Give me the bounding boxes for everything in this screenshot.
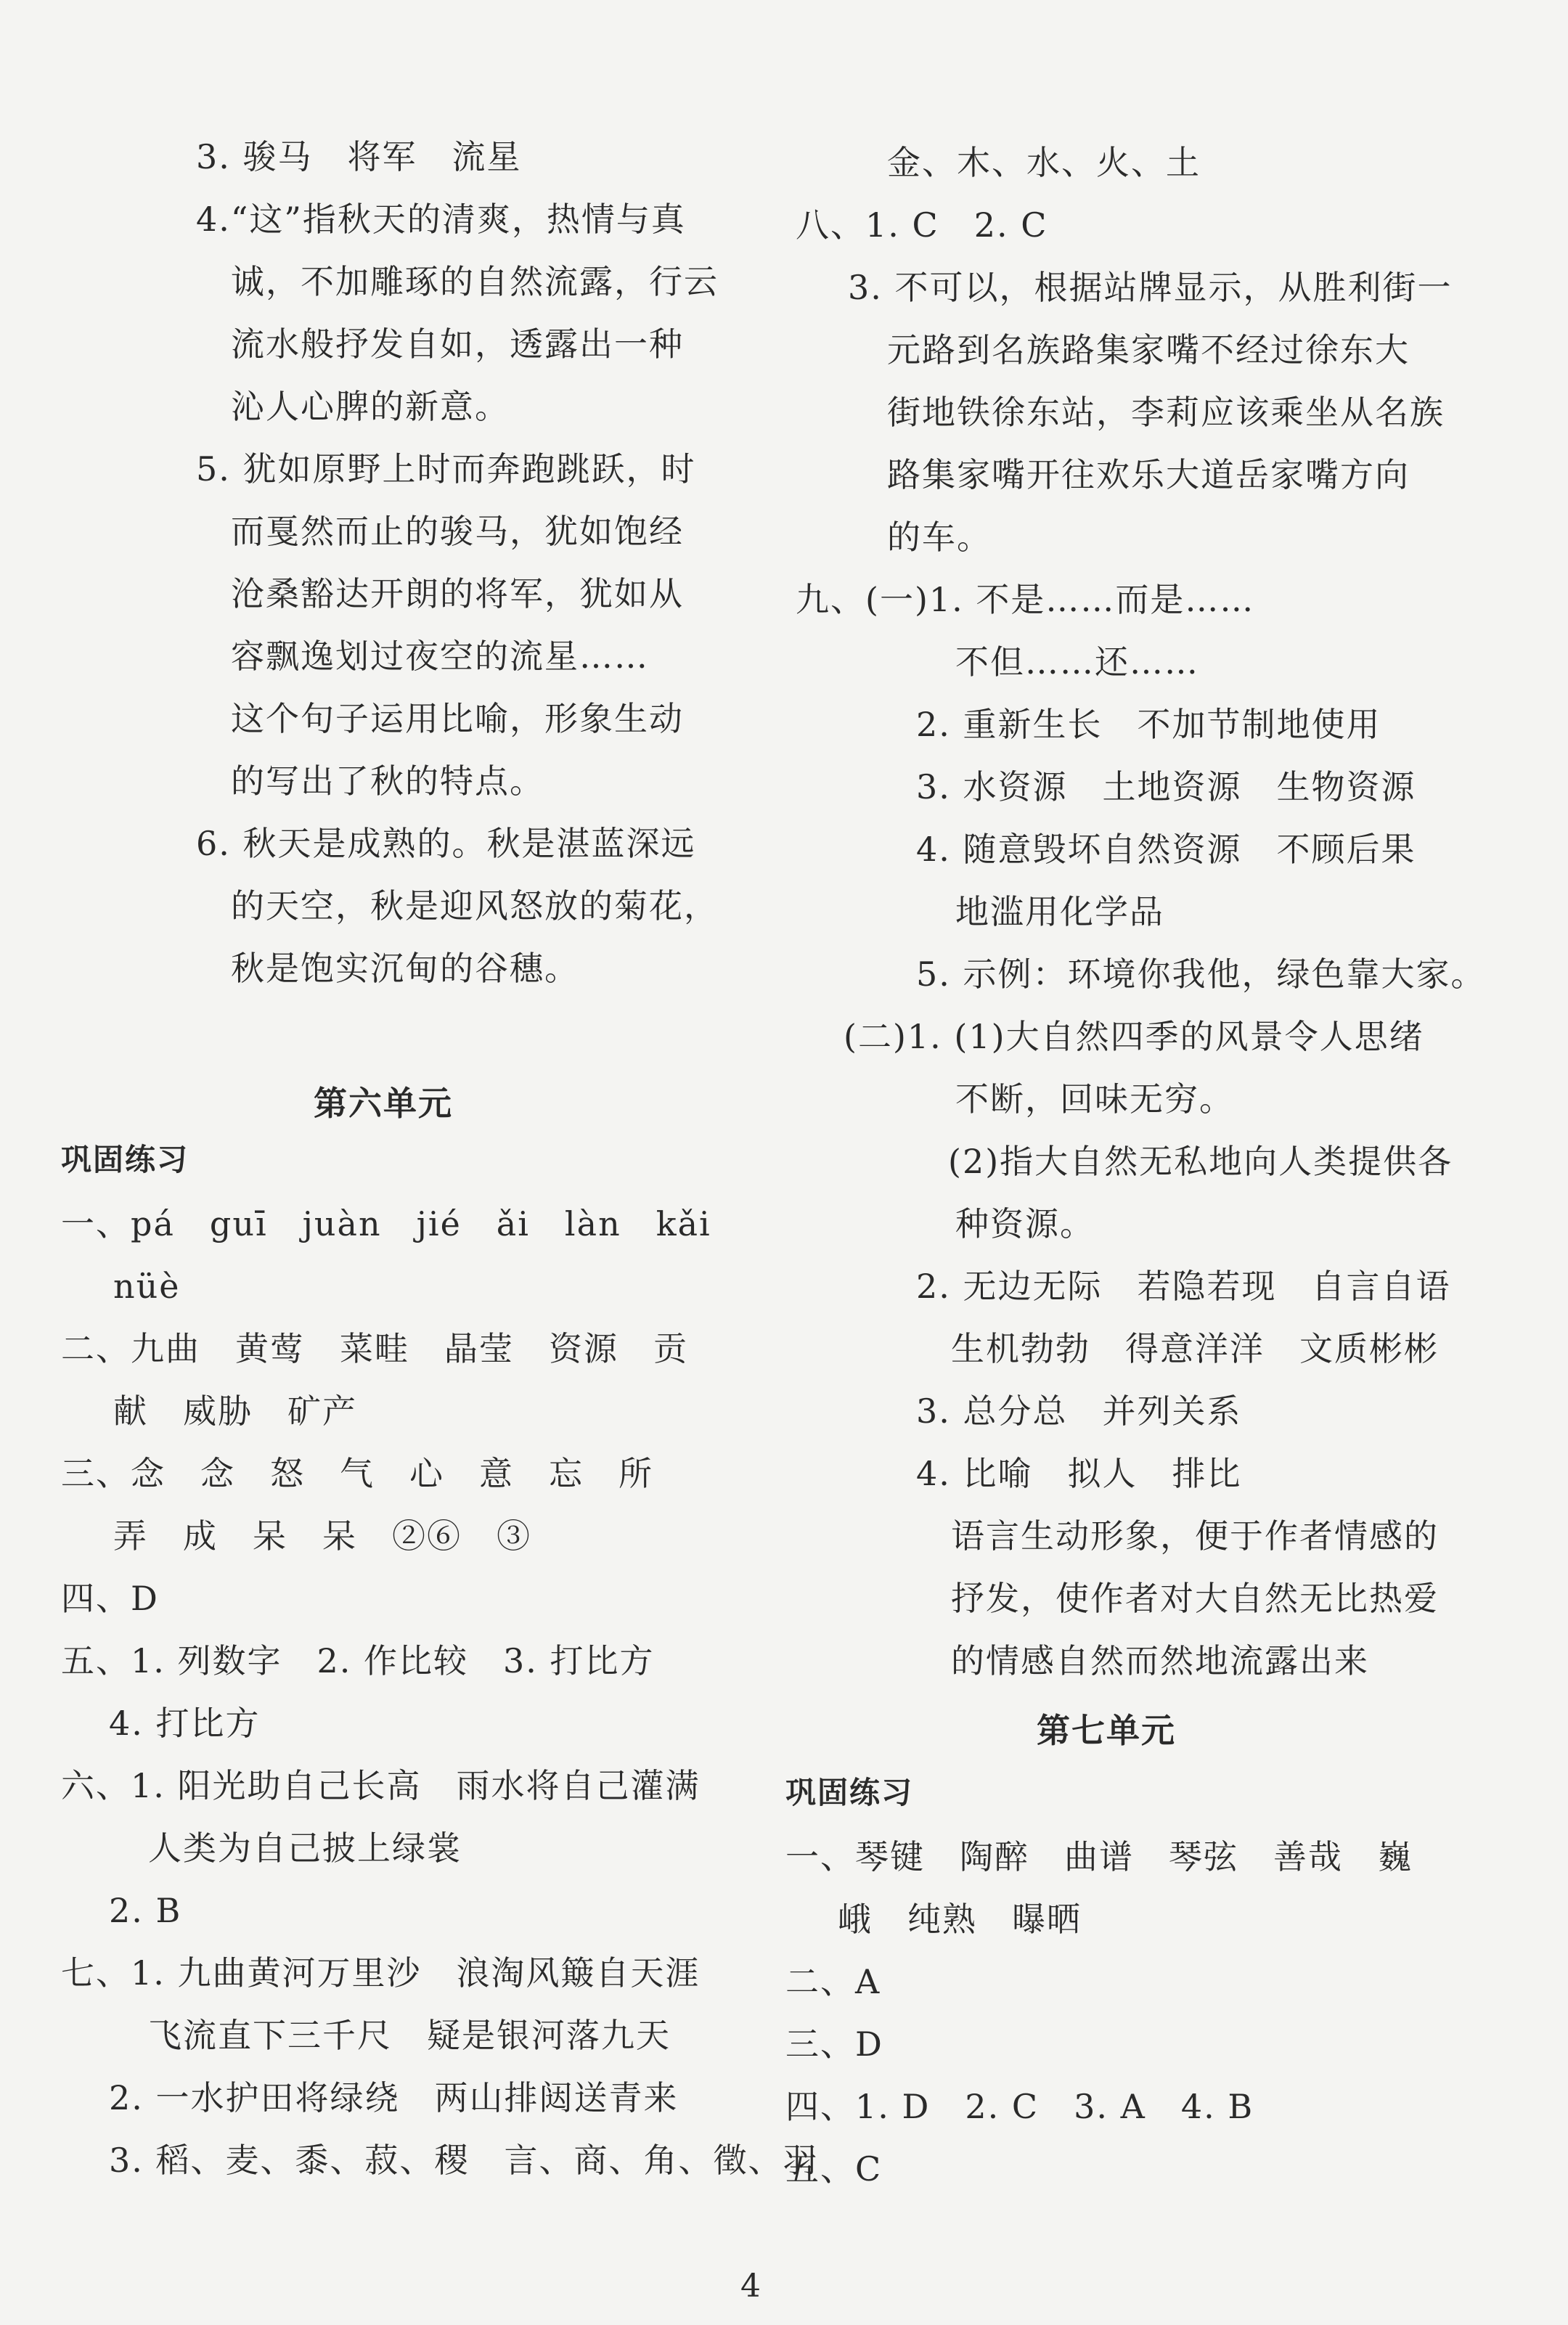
text-line: 3. 水资源 土地资源 生物资源 [916, 767, 1416, 806]
text-line: 峨 纯熟 曝晒 [838, 1900, 1082, 1939]
text-line: 路集家嘴开往欢乐大道岳家嘴方向 [887, 455, 1410, 494]
text-line: nüè [113, 1267, 181, 1306]
text-line: 4. 随意毁坏自然资源 不顾后果 [916, 830, 1416, 869]
text-line: 二、A [785, 1962, 881, 2001]
text-line: (2)指大自然无私地向人类提供各 [948, 1142, 1453, 1181]
text-line: 4. 比喻 拟人 排比 [916, 1454, 1242, 1493]
text-line: 不断，回味无穷。 [955, 1079, 1234, 1119]
text-line: 六、1. 阳光助自己长高 雨水将自己灌满 [61, 1766, 701, 1805]
text-line: 地滥用化学品 [955, 892, 1164, 931]
text-line: 五、1. 列数字 2. 作比较 3. 打比方 [61, 1641, 655, 1680]
text-line: 飞流直下三千尺 疑是银河落九天 [148, 2016, 671, 2055]
text-line: 2. 无边无际 若隐若现 自言自语 [916, 1267, 1451, 1306]
text-line: 人类为自己披上绿裳 [148, 1828, 462, 1868]
text-line: 4. 打比方 [109, 1704, 261, 1743]
text-line: 的天空，秋是迎风怒放的菊花， [231, 886, 719, 925]
text-line: 流水般抒发自如，透露出一种 [231, 324, 684, 364]
text-line: 3. 稻、麦、黍、菽、稷 言、商、角、徵、羽 [109, 2141, 818, 2180]
section-heading: 巩固练习 [785, 1775, 914, 1810]
text-line: 的写出了秋的特点。 [231, 761, 544, 801]
text-line: 三、念 念 怒 气 心 意 忘 所 [61, 1454, 653, 1493]
text-line: 生机勃勃 得意洋洋 文质彬彬 [951, 1329, 1439, 1368]
text-line: 5. 犹如原野上时而奔跑跳跃，时 [196, 449, 696, 489]
page-number: 4 [740, 2268, 761, 2305]
text-line: 这个句子运用比喻，形象生动 [231, 699, 684, 738]
text-line: 6. 秋天是成熟的。秋是湛蓝深远 [196, 824, 696, 863]
text-line: 种资源。 [955, 1204, 1095, 1243]
text-line: 四、D [61, 1579, 159, 1618]
section-heading: 巩固练习 [61, 1142, 189, 1177]
text-line: 的车。 [887, 518, 992, 557]
text-line: 弄 成 呆 呆 ②⑥ ③ [113, 1516, 531, 1556]
text-line: 八、1. C 2. C [796, 205, 1048, 245]
text-line: 2. 重新生长 不加节制地使用 [916, 705, 1381, 744]
text-line: 诚，不加雕琢的自然流露，行云 [231, 262, 719, 301]
text-line: 3. 不可以，根据站牌显示，从胜利街一 [848, 268, 1453, 307]
text-line: 抒发，使作者对大自然无比热爱 [951, 1579, 1439, 1618]
text-line: 金、木、水、火、土 [887, 143, 1201, 182]
text-line: 沁人心脾的新意。 [231, 387, 510, 426]
text-line: 的情感自然而然地流露出来 [951, 1641, 1369, 1680]
text-line: (二)1. (1)大自然四季的风景令人思绪 [844, 1017, 1424, 1056]
text-line: 一、琴键 陶醉 曲谱 琴弦 善哉 巍 [785, 1837, 1413, 1876]
text-line: 而戛然而止的骏马，犹如饱经 [231, 512, 684, 551]
text-line: 不但……还…… [955, 642, 1199, 682]
text-line: 容飘逸划过夜空的流星…… [231, 637, 649, 676]
unit-heading: 第六单元 [314, 1084, 453, 1123]
text-line: 七、1. 九曲黄河万里沙 浪淘风簸自天涯 [61, 1953, 701, 1993]
text-line: 四、1. D 2. C 3. A 4. B [785, 2087, 1254, 2126]
text-line: 二、九曲 黄莺 菜畦 晶莹 资源 贡 [61, 1329, 688, 1368]
text-line: 三、D [785, 2024, 883, 2064]
text-line: 秋是饱实沉甸的谷穗。 [231, 949, 579, 988]
text-line: 3. 骏马 将军 流星 [196, 137, 522, 176]
text-line: 4.“这”指秋天的清爽，热情与真 [196, 200, 686, 239]
text-line: 2. 一水护田将绿绕 两山排闼送青来 [109, 2078, 679, 2117]
text-line: 一、pá guī juàn jié ǎi làn kǎi [61, 1204, 711, 1243]
text-line: 五、C [785, 2149, 883, 2189]
unit-heading: 第七单元 [1037, 1711, 1176, 1750]
text-line: 沧桑豁达开朗的将军，犹如从 [231, 574, 684, 613]
text-line: 2. B [109, 1891, 182, 1930]
text-line: 3. 总分总 并列关系 [916, 1392, 1242, 1431]
text-line: 街地铁徐东站，李莉应该乘坐从名族 [887, 393, 1445, 432]
text-line: 语言生动形象，便于作者情感的 [951, 1516, 1439, 1556]
text-line: 5. 示例：环境你我他，绿色靠大家。 [916, 955, 1486, 994]
text-line: 九、(一)1. 不是……而是…… [796, 580, 1255, 619]
text-line: 献 威胁 矿产 [113, 1392, 357, 1431]
text-line: 元路到名族路集家嘴不经过徐东大 [887, 330, 1410, 369]
